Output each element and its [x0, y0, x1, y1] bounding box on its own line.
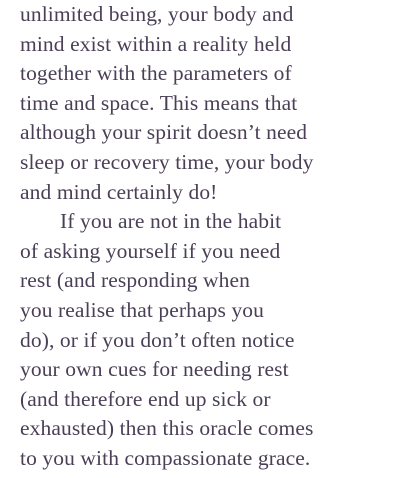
text-line: (and therefore end up sick or — [20, 386, 271, 411]
text-line: unlimited being, your body and — [20, 2, 294, 26]
text-line: If you are not in the habit — [60, 209, 282, 234]
text-line: sleep or recovery time, your body — [20, 149, 314, 174]
text-line: together with the parameters of — [20, 61, 292, 86]
text-line: time and space. This means that — [20, 90, 298, 115]
text-line: exhausted) then this oracle comes — [20, 416, 314, 441]
text-line: you realise that perhaps you — [20, 297, 265, 322]
paragraph-2 — [20, 207, 390, 473]
text-line: and mind certainly do! — [20, 179, 218, 204]
text-line: do), or if you don’t often notice — [20, 327, 295, 352]
text-line: to you with compassionate grace. — [20, 445, 311, 470]
text-line: mind exist within a reality held — [20, 31, 292, 56]
body-text — [20, 0, 390, 474]
text-line: rest (and responding when — [20, 268, 250, 293]
text-line: of asking yourself if you need — [20, 238, 281, 263]
paragraph-1 — [20, 0, 390, 207]
text-line: your own cues for needing rest — [20, 357, 289, 382]
text-line: although your spirit doesn’t need — [20, 120, 308, 145]
